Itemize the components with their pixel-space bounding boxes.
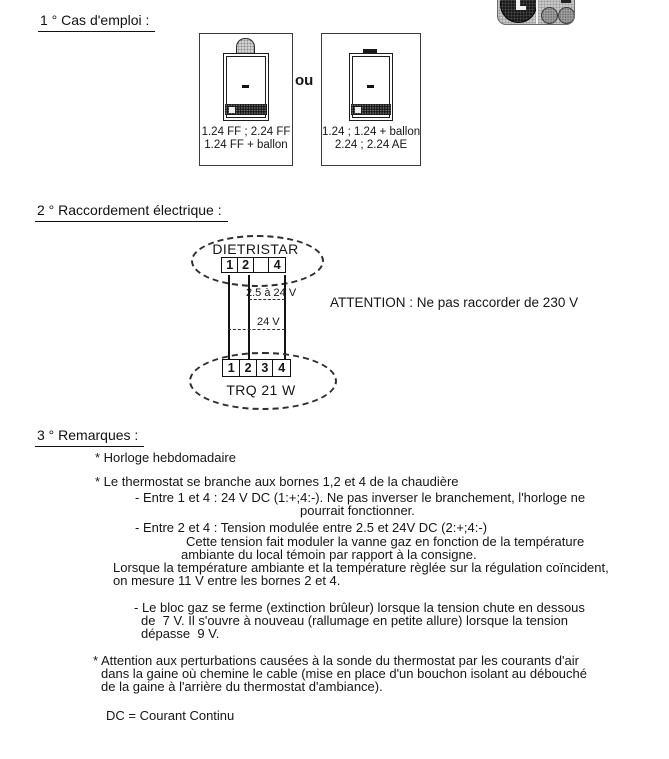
boiler-drawing-left <box>223 53 269 121</box>
boiler-right-label-2: 2.24 ; 2.24 AE <box>334 139 408 151</box>
boiler-mark <box>242 85 249 88</box>
terminal-block-bottom <box>222 359 289 377</box>
remark-line: de 7 V. Il s'ouvre à nouveau (rallumage en petite allure) lorsque la tension <box>141 613 568 628</box>
boiler-box-right <box>321 33 421 166</box>
section2-heading: 2 ° Raccordement électrique : <box>35 202 228 222</box>
remark-line: - Le bloc gaz se ferme (extinction brûleur) lorsque la tension chute en dessous <box>134 600 585 615</box>
boiler-left-label-1: 1.24 FF ; 2.24 FF <box>201 126 291 138</box>
boiler-drawing-right <box>349 53 393 121</box>
dietristar-label: DIETRISTAR <box>212 241 299 257</box>
terminal-cell: 2 <box>239 359 258 377</box>
boiler-right-label-1: 1.24 ; 1.24 + ballon <box>322 126 421 138</box>
terminal-cell: 2 <box>237 257 255 273</box>
knob-icon <box>558 7 575 24</box>
boiler-display <box>355 107 361 113</box>
thermostat-device-partial <box>497 0 575 25</box>
boiler-display <box>229 107 235 113</box>
device-top-button <box>561 0 571 3</box>
remark-line: * Attention aux perturbations causées à la sonde du thermostat par les courants d'air <box>93 653 579 668</box>
voltage-label-supply: 24 V <box>257 316 280 328</box>
device-divider <box>536 0 538 24</box>
wire-1 <box>228 275 230 360</box>
or-label: ou <box>295 72 314 89</box>
section1-heading: 1 ° Cas d'emploi : <box>38 12 155 32</box>
terminal-cell: 3 <box>256 359 275 377</box>
dc-definition: DC = Courant Continu <box>106 708 235 723</box>
knob-icon <box>541 7 558 24</box>
clock-icon <box>500 0 537 23</box>
terminal-cell: 4 <box>268 257 286 273</box>
boiler-box-left <box>199 33 293 166</box>
clock-hand-hour <box>516 6 526 10</box>
remark-line: - Entre 1 et 4 : 24 V DC (1:+;4:-). Ne pas inverser le branchement, l'horloge ne <box>135 490 586 505</box>
remark-line: ambiante du local témoin par rapport à la consigne. <box>181 547 477 562</box>
remark-line: Lorsque la température ambiante et la température règlée sur la régulation coïncident, <box>113 560 609 575</box>
measure-line-1-4 <box>228 329 285 330</box>
boiler-left-label-2: 1.24 FF + ballon <box>204 139 288 151</box>
boiler-mark <box>367 85 374 88</box>
remark-line: on mesure 11 V entre les bornes 2 et 4. <box>113 573 341 588</box>
remark-line: * Le thermostat se branche aux bornes 1,2 et 4 de la chaudière <box>95 474 459 489</box>
remark-line: Cette tension fait moduler la vanne gaz en fonction de la température <box>186 534 585 549</box>
terminal-cell: 4 <box>272 359 291 377</box>
boiler-control-band <box>351 104 391 115</box>
trq-label: TRQ 21 W <box>226 382 296 398</box>
terminal-cell: 1 <box>221 257 239 273</box>
remark-line: dépasse 9 V. <box>141 626 220 641</box>
section3-heading: 3 ° Remarques : <box>35 427 144 447</box>
boiler-control-band <box>225 104 267 115</box>
remark-line: dans la gaine où chemine le cable (mise en place d'un bouchon isolant au débouché <box>101 666 587 681</box>
voltage-label-modulated: 2.5 à 24 V <box>246 287 297 299</box>
attention-note: ATTENTION : Ne pas raccorder de 230 V <box>330 295 579 310</box>
remark-line: - Entre 2 et 4 : Tension modulée entre 2.5 et 24V DC (2:+;4:-) <box>135 520 488 535</box>
measure-line-2-4 <box>249 299 285 300</box>
remark-line: de la gaine à l'arrière du thermostat d'ambiance). <box>101 679 383 694</box>
remark-line: pourrait fonctionner. <box>300 503 415 518</box>
terminal-cell: 1 <box>222 359 241 377</box>
remark-line: * Horloge hebdomadaire <box>95 450 236 465</box>
terminal-block-top <box>221 257 284 273</box>
